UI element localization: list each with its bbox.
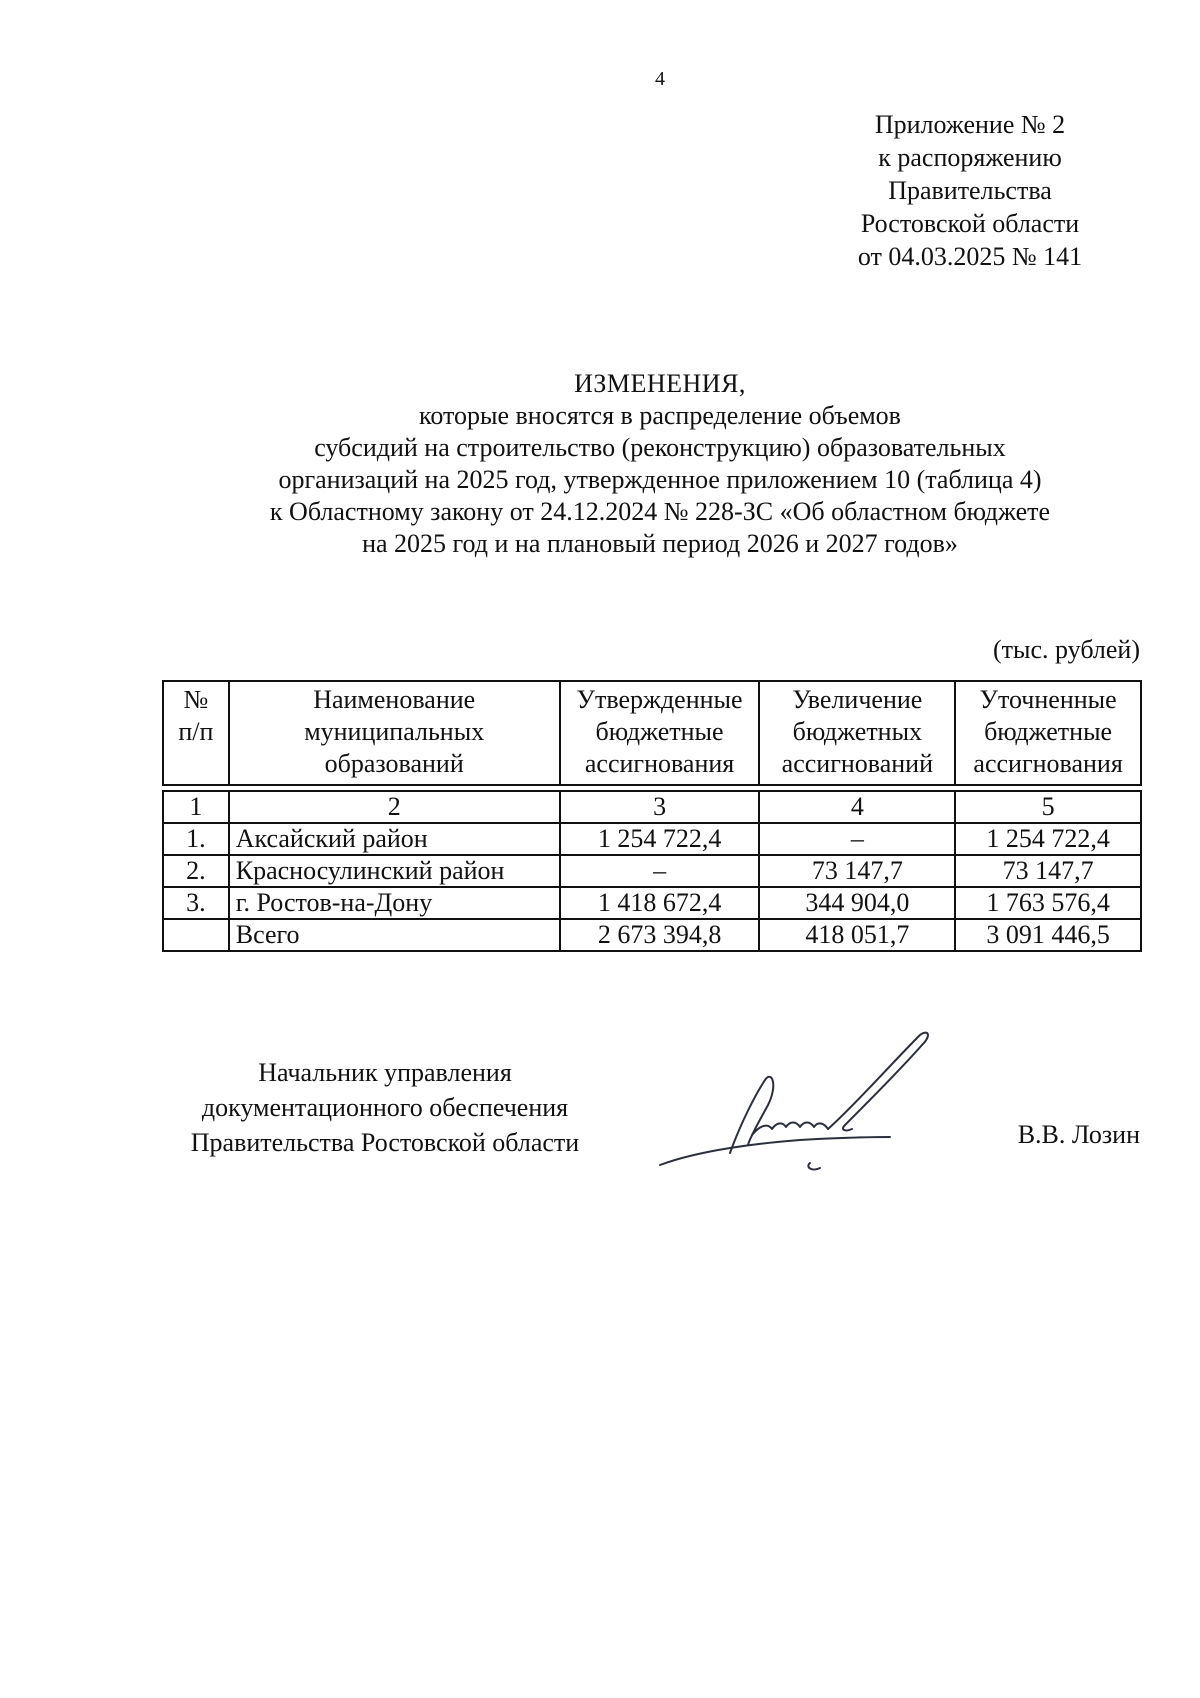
row-refined: 73 147,7 [955,855,1141,887]
row-number: 2. [163,855,229,887]
header-name [229,681,560,785]
page-number: 4 [655,68,665,90]
column-number: 3 [560,791,760,823]
header-line: Утвержденные [576,685,743,714]
heading-line: субсидий на строительство (реконструкцию) образовательных [314,433,1006,462]
heading-line: которые вносятся в распределение объемов [419,401,901,430]
total-approved: 2 673 394,8 [560,919,760,951]
row-increase: 73 147,7 [759,855,955,887]
row-approved: – [560,855,760,887]
total-row [163,919,1141,951]
appendix-line: к распоряжению [878,143,1062,172]
header-line: п/п [178,717,214,746]
column-number-row [163,791,1141,823]
appendix-line: Приложение № 2 [874,110,1066,139]
heading-line: к Областному закону от 24.12.2024 № 228-ЗС «Об областном бюджете [269,497,1051,526]
appendix-block [820,108,1120,273]
position-line: Правительства Ростовской области [190,1128,580,1157]
row-increase: 344 904,0 [759,887,955,919]
handwritten-signature [640,1025,970,1175]
appendix-line: Правительства [888,176,1052,205]
document-title: ИЗМЕНЕНИЯ, [574,369,746,398]
row-number: 1. [163,823,229,855]
row-approved: 1 254 722,4 [560,823,760,855]
position-line: Начальник управления [258,1058,512,1087]
header-line: Наименование [313,685,476,714]
header-line: Увеличение [792,685,923,714]
header-line: муниципальных [304,717,485,746]
table-row [163,823,1141,855]
row-number: 3. [163,887,229,919]
header-number [163,681,229,785]
row-refined: 1 254 722,4 [955,823,1141,855]
signatory-position [170,1055,600,1160]
row-approved: 1 418 672,4 [560,887,760,919]
table-header-row [163,681,1141,785]
total-label: Всего [229,919,560,951]
heading-line: на 2025 год и на плановый период 2026 и 2027 годов» [362,529,958,558]
column-number: 1 [163,791,229,823]
header-line: № [183,685,209,714]
table-row [163,855,1141,887]
header-line: ассигнования [584,749,735,778]
units-label: (тыс. рублей) [992,635,1140,664]
header-refined [955,681,1141,785]
header-line: ассигнований [781,749,933,778]
column-number: 5 [955,791,1141,823]
row-refined: 1 763 576,4 [955,887,1141,919]
header-increase [759,681,955,785]
document-heading [160,368,1160,560]
row-name: Красносулинский район [229,855,560,887]
header-line: бюджетные [984,717,1113,746]
row-name: г. Ростов-на-Дону [229,887,560,919]
table-row [163,887,1141,919]
header-line: бюджетных [792,717,923,746]
column-number: 4 [759,791,955,823]
header-line: Уточненные [979,685,1117,714]
subsidy-table [162,680,1142,952]
header-line: ассигнования [973,749,1123,778]
appendix-line: от 04.03.2025 № 141 [857,242,1083,271]
signer-name: В.В. Лозин [1017,1120,1140,1149]
header-approved [560,681,760,785]
header-line: образований [324,749,464,778]
heading-line: организаций на 2025 год, утвержденное приложением 10 (таблица 4) [278,465,1042,494]
header-line: бюджетные [595,717,724,746]
total-number [163,919,229,951]
row-name: Аксайский район [229,823,560,855]
row-increase: – [759,823,955,855]
total-refined: 3 091 446,5 [955,919,1141,951]
appendix-line: Ростовской области [860,209,1080,238]
position-line: документационного обеспечения [201,1093,569,1122]
column-number: 2 [229,791,560,823]
total-increase: 418 051,7 [759,919,955,951]
